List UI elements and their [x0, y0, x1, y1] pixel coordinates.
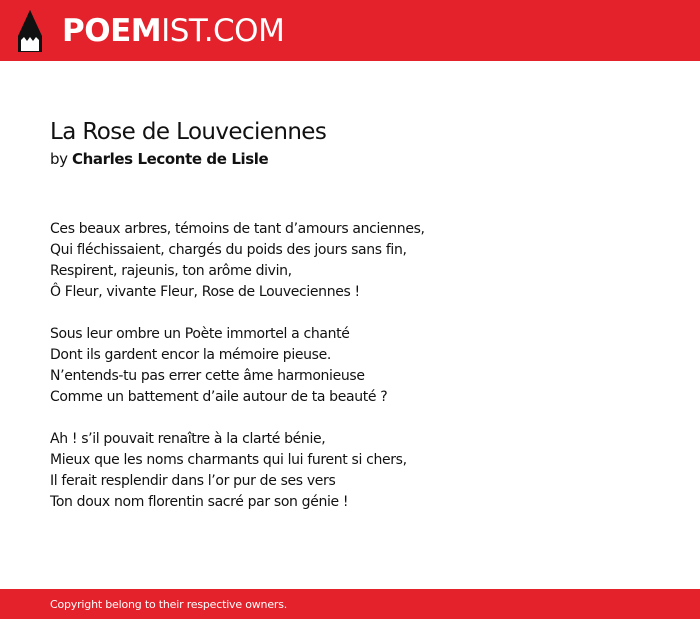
poem-line: Ton doux nom florentin sacré par son génie !	[50, 494, 349, 510]
copyright-text: Copyright belong to their respective owners.	[50, 598, 288, 611]
poem-title: La Rose de Louveciennes	[50, 119, 327, 145]
poem-line: Ces beaux arbres, témoins de tant d’amours anciennes,	[50, 221, 425, 237]
poem-line: Sous leur ombre un Poète immortel a chanté	[50, 326, 350, 342]
site-logo[interactable]	[62, 11, 284, 51]
byline	[50, 148, 268, 170]
site-footer	[0, 589, 700, 619]
poem-line: Ô Fleur, vivante Fleur, Rose de Louveciennes !	[50, 284, 360, 300]
stanza	[50, 324, 425, 408]
pencil-tip-icon	[18, 10, 42, 52]
logo-text-light: IST.COM	[161, 13, 285, 49]
site-header	[0, 0, 700, 61]
stanza	[50, 219, 425, 303]
poem-line: Il ferait resplendir dans l’or pur de ses vers	[50, 473, 336, 489]
poem-line: N’entends-tu pas errer cette âme harmonieuse	[50, 368, 365, 384]
poem-line: Mieux que les noms charmants qui lui furent si chers,	[50, 452, 407, 468]
poem-line: Dont ils gardent encor la mémoire pieuse.	[50, 347, 331, 363]
poem-line: Comme un battement d’aile autour de ta beauté ?	[50, 389, 388, 405]
poem-line: Ah ! s’il pouvait renaître à la clarté bénie,	[50, 431, 326, 447]
stanza	[50, 429, 425, 513]
logo-text-bold: POEM	[62, 13, 162, 49]
poem-line: Qui fléchissaient, chargés du poids des jours sans fin,	[50, 242, 407, 258]
by-label: by	[50, 150, 68, 168]
poem-line: Respirent, rajeunis, ton arôme divin,	[50, 263, 292, 279]
poem-body	[50, 219, 425, 534]
author-name: Charles Leconte de Lisle	[71, 150, 269, 168]
